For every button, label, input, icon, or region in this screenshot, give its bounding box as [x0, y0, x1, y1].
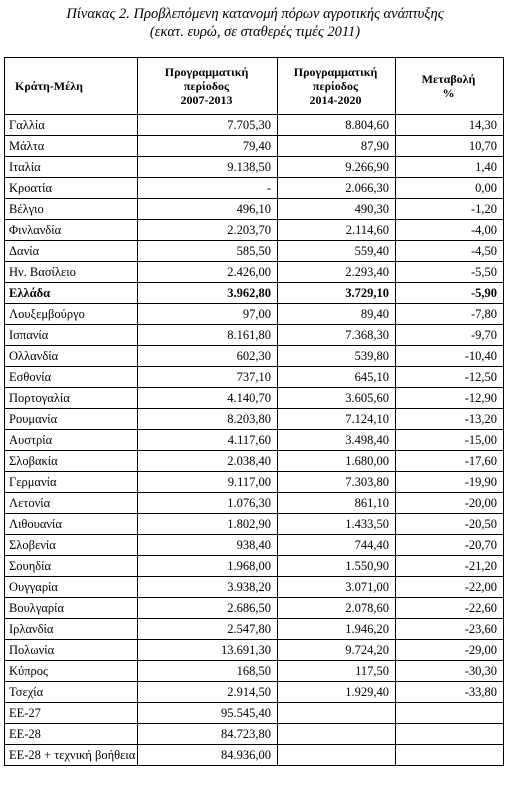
- cell-member-state: Γερμανία: [5, 472, 138, 493]
- cell-change-percent: [396, 745, 504, 766]
- cell-period-2007-2013: 3.962,80: [138, 283, 278, 304]
- table-row: [5, 619, 504, 640]
- table-row: [5, 535, 504, 556]
- cell-member-state: Λιθουανία: [5, 514, 138, 535]
- cell-period-2014-2020: 2.078,60: [278, 598, 396, 619]
- cell-member-state: Κύπρος: [5, 661, 138, 682]
- cell-period-2007-2013: 2.038,40: [138, 451, 278, 472]
- cell-period-2007-2013: 2.547,80: [138, 619, 278, 640]
- cell-period-2014-2020: 490,30: [278, 199, 396, 220]
- table-row: [5, 136, 504, 157]
- cell-period-2014-2020: 1.929,40: [278, 682, 396, 703]
- cell-member-state: Σλοβενία: [5, 535, 138, 556]
- cell-change-percent: -5,90: [396, 283, 504, 304]
- cell-change-percent: -23,60: [396, 619, 504, 640]
- cell-period-2014-2020: 2.066,30: [278, 178, 396, 199]
- table-header-row: [5, 58, 504, 115]
- cell-member-state: Ιρλανδία: [5, 619, 138, 640]
- cell-member-state: Λετονία: [5, 493, 138, 514]
- cell-period-2014-2020: 3.729,10: [278, 283, 396, 304]
- cell-period-2007-2013: 1.802,90: [138, 514, 278, 535]
- cell-period-2007-2013: 7.705,30: [138, 115, 278, 136]
- cell-period-2007-2013: 496,10: [138, 199, 278, 220]
- allocation-table: [4, 57, 504, 766]
- cell-period-2007-2013: 2.203,70: [138, 220, 278, 241]
- cell-period-2014-2020: 1.433,50: [278, 514, 396, 535]
- cell-period-2014-2020: 1.946,20: [278, 619, 396, 640]
- cell-change-percent: 10,70: [396, 136, 504, 157]
- table-row: [5, 724, 504, 745]
- table-row: [5, 241, 504, 262]
- table-row: [5, 577, 504, 598]
- cell-member-state: Μάλτα: [5, 136, 138, 157]
- cell-period-2014-2020: 3.071,00: [278, 577, 396, 598]
- cell-change-percent: 14,30: [396, 115, 504, 136]
- cell-period-2014-2020: 3.498,40: [278, 430, 396, 451]
- cell-period-2007-2013: 585,50: [138, 241, 278, 262]
- cell-change-percent: -21,20: [396, 556, 504, 577]
- cell-period-2007-2013: 1.076,30: [138, 493, 278, 514]
- cell-change-percent: -19,90: [396, 472, 504, 493]
- cell-change-percent: -22,60: [396, 598, 504, 619]
- header-member-states: Κράτη-Μέλη: [5, 58, 138, 115]
- cell-change-percent: -22,00: [396, 577, 504, 598]
- table-row: [5, 283, 504, 304]
- cell-period-2007-2013: 8.161,80: [138, 325, 278, 346]
- table-row: [5, 745, 504, 766]
- table-caption: [0, 5, 510, 41]
- cell-member-state: Δανία: [5, 241, 138, 262]
- cell-member-state: Ην. Βασίλειο: [5, 262, 138, 283]
- cell-member-state: Τσεχία: [5, 682, 138, 703]
- cell-period-2014-2020: 2.114,60: [278, 220, 396, 241]
- cell-change-percent: -30,30: [396, 661, 504, 682]
- cell-member-state: Βουλγαρία: [5, 598, 138, 619]
- cell-period-2014-2020: [278, 703, 396, 724]
- cell-period-2007-2013: 2.686,50: [138, 598, 278, 619]
- header-period-2007-2013: Προγραμματική περίοδος 2007-2013: [138, 58, 278, 115]
- cell-change-percent: -12,50: [396, 367, 504, 388]
- cell-member-state: Ιταλία: [5, 157, 138, 178]
- table-row: [5, 598, 504, 619]
- cell-period-2014-2020: 1.680,00: [278, 451, 396, 472]
- cell-period-2007-2013: 4.117,60: [138, 430, 278, 451]
- table-row: [5, 388, 504, 409]
- table-row: [5, 703, 504, 724]
- cell-period-2014-2020: 861,10: [278, 493, 396, 514]
- header-change-percent: Μεταβολή %: [396, 58, 504, 115]
- table-row: [5, 199, 504, 220]
- cell-change-percent: [396, 703, 504, 724]
- cell-period-2014-2020: 9.724,20: [278, 640, 396, 661]
- caption-units: (εκατ. ευρώ, σε σταθερές τιμές 2011): [149, 24, 361, 40]
- cell-change-percent: 1,40: [396, 157, 504, 178]
- cell-change-percent: -12,90: [396, 388, 504, 409]
- cell-member-state: Κροατία: [5, 178, 138, 199]
- cell-period-2007-2013: 1.968,00: [138, 556, 278, 577]
- cell-period-2007-2013: 938,40: [138, 535, 278, 556]
- table-row: [5, 157, 504, 178]
- table-row: [5, 661, 504, 682]
- table-row: [5, 409, 504, 430]
- cell-member-state: Πορτογαλία: [5, 388, 138, 409]
- table-row: [5, 304, 504, 325]
- cell-period-2007-2013: 602,30: [138, 346, 278, 367]
- cell-period-2007-2013: 84.723,80: [138, 724, 278, 745]
- cell-change-percent: -9,70: [396, 325, 504, 346]
- table-body: [5, 115, 504, 766]
- cell-member-state: ΕΕ-28 + τεχνική βοήθεια: [5, 745, 138, 766]
- cell-change-percent: -17,60: [396, 451, 504, 472]
- cell-period-2014-2020: 117,50: [278, 661, 396, 682]
- cell-period-2014-2020: 744,40: [278, 535, 396, 556]
- table-row: [5, 220, 504, 241]
- cell-member-state: Γαλλία: [5, 115, 138, 136]
- cell-member-state: Ρουμανία: [5, 409, 138, 430]
- cell-change-percent: -4,50: [396, 241, 504, 262]
- cell-period-2014-2020: 7.124,10: [278, 409, 396, 430]
- table-row: [5, 178, 504, 199]
- cell-period-2007-2013: 13.691,30: [138, 640, 278, 661]
- cell-period-2014-2020: 1.550,90: [278, 556, 396, 577]
- cell-period-2014-2020: 539,80: [278, 346, 396, 367]
- table-row: [5, 430, 504, 451]
- table-row: [5, 451, 504, 472]
- cell-period-2014-2020: 645,10: [278, 367, 396, 388]
- cell-member-state: Πολωνία: [5, 640, 138, 661]
- cell-period-2007-2013: 9.138,50: [138, 157, 278, 178]
- cell-change-percent: -1,20: [396, 199, 504, 220]
- cell-member-state: Ουγγαρία: [5, 577, 138, 598]
- table-row: [5, 682, 504, 703]
- cell-member-state: Εσθονία: [5, 367, 138, 388]
- cell-member-state: Αυστρία: [5, 430, 138, 451]
- cell-member-state: Λουξεμβούργο: [5, 304, 138, 325]
- cell-period-2007-2013: 3.938,20: [138, 577, 278, 598]
- table-row: [5, 514, 504, 535]
- cell-change-percent: -4,00: [396, 220, 504, 241]
- cell-change-percent: -29,00: [396, 640, 504, 661]
- table-row: [5, 367, 504, 388]
- cell-member-state: Ισπανία: [5, 325, 138, 346]
- table-row: [5, 556, 504, 577]
- cell-period-2007-2013: 9.117,00: [138, 472, 278, 493]
- cell-change-percent: -7,80: [396, 304, 504, 325]
- cell-period-2007-2013: 2.426,00: [138, 262, 278, 283]
- cell-change-percent: -33,80: [396, 682, 504, 703]
- cell-period-2007-2013: 95.545,40: [138, 703, 278, 724]
- table-row: [5, 640, 504, 661]
- cell-member-state: Ολλανδία: [5, 346, 138, 367]
- cell-change-percent: -20,00: [396, 493, 504, 514]
- table-row: [5, 346, 504, 367]
- cell-period-2014-2020: 8.804,60: [278, 115, 396, 136]
- cell-member-state: Σλοβακία: [5, 451, 138, 472]
- cell-period-2007-2013: 737,10: [138, 367, 278, 388]
- cell-period-2007-2013: -: [138, 178, 278, 199]
- cell-member-state: Βέλγιο: [5, 199, 138, 220]
- cell-member-state: Σουηδία: [5, 556, 138, 577]
- cell-change-percent: -20,50: [396, 514, 504, 535]
- table-row: [5, 493, 504, 514]
- cell-change-percent: -10,40: [396, 346, 504, 367]
- table-row: [5, 325, 504, 346]
- cell-period-2007-2013: 97,00: [138, 304, 278, 325]
- cell-member-state: Φινλανδία: [5, 220, 138, 241]
- caption-title: Πίνακας 2. Προβλεπόμενη κατανομή πόρων αγροτικής ανάπτυξης: [66, 6, 444, 22]
- cell-period-2014-2020: [278, 724, 396, 745]
- cell-period-2007-2013: 4.140,70: [138, 388, 278, 409]
- cell-period-2014-2020: 87,90: [278, 136, 396, 157]
- cell-period-2014-2020: 7.303,80: [278, 472, 396, 493]
- cell-period-2007-2013: 84.936,00: [138, 745, 278, 766]
- cell-period-2014-2020: 2.293,40: [278, 262, 396, 283]
- cell-change-percent: [396, 724, 504, 745]
- cell-period-2007-2013: 2.914,50: [138, 682, 278, 703]
- cell-period-2014-2020: 89,40: [278, 304, 396, 325]
- cell-period-2014-2020: 9.266,90: [278, 157, 396, 178]
- cell-member-state: Ελλάδα: [5, 283, 138, 304]
- cell-change-percent: -15,00: [396, 430, 504, 451]
- cell-change-percent: -20,70: [396, 535, 504, 556]
- cell-change-percent: 0,00: [396, 178, 504, 199]
- table-row: [5, 115, 504, 136]
- cell-period-2007-2013: 79,40: [138, 136, 278, 157]
- cell-period-2007-2013: 8.203,80: [138, 409, 278, 430]
- cell-period-2014-2020: 7.368,30: [278, 325, 396, 346]
- cell-member-state: ΕΕ-27: [5, 703, 138, 724]
- table-row: [5, 472, 504, 493]
- cell-change-percent: -13,20: [396, 409, 504, 430]
- cell-change-percent: -5,50: [396, 262, 504, 283]
- cell-period-2014-2020: 3.605,60: [278, 388, 396, 409]
- table-row: [5, 262, 504, 283]
- cell-period-2007-2013: 168,50: [138, 661, 278, 682]
- cell-period-2014-2020: 559,40: [278, 241, 396, 262]
- cell-member-state: ΕΕ-28: [5, 724, 138, 745]
- cell-period-2014-2020: [278, 745, 396, 766]
- header-period-2014-2020: Προγραμματική περίοδος 2014-2020: [278, 58, 396, 115]
